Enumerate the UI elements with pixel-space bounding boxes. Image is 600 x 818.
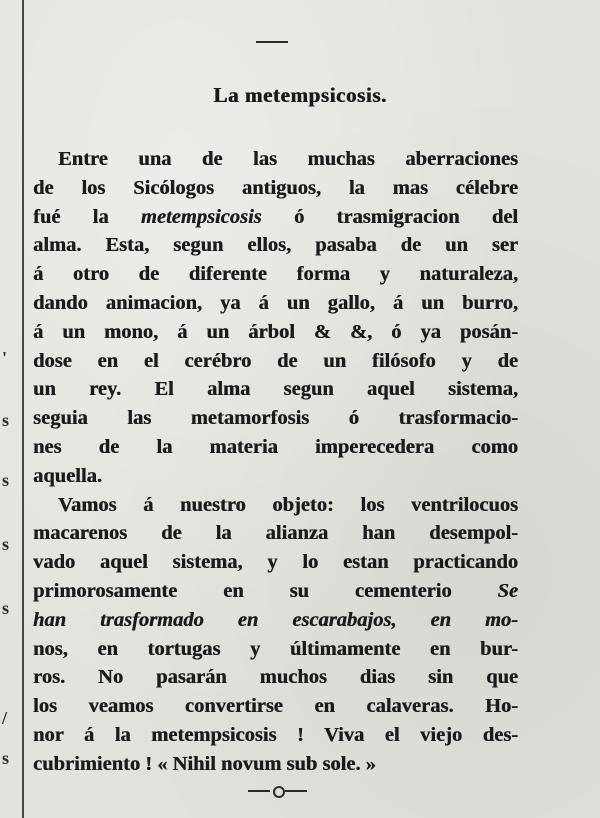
text-line: á un mono, á un árbol & &, ó ya posán-: [33, 320, 518, 343]
edge-fragment: ': [2, 348, 8, 368]
text-line: Entre una de las muchas aberraciones: [58, 148, 518, 170]
text-line: ros. No pasarán muchos dias sin que: [33, 666, 518, 689]
text-line: macarenos de la alianza han desempol-: [33, 522, 518, 545]
edge-fragment: s: [2, 748, 10, 768]
ornament-bar: [285, 790, 307, 792]
text-line: Vamos á nuestro objeto: los ventrilocuos: [58, 493, 518, 516]
text-line: un rey. El alma segun aquel sistema,: [33, 378, 518, 401]
text-line: fué la metempsicosis ó trasmigracion del: [33, 205, 518, 228]
text-line: alma. Esta, segun ellos, pasaba de un ser: [33, 234, 518, 257]
edge-fragment: s: [2, 470, 10, 490]
edge-fragment: s: [2, 534, 10, 554]
text-line: aquella.: [33, 464, 102, 487]
text-line: seguia las metamorfosis ó trasformacio-: [33, 407, 518, 430]
text-line: [33, 606, 518, 635]
text-line: nos, en tortugas y últimamente en bur-: [33, 637, 518, 660]
text-line: de los Sicólogos antiguos, la mas célebre: [33, 176, 518, 199]
text-line: dando animacion, ya á un gallo, á un burro,: [33, 291, 518, 314]
text-line: primorosamente en su cementerio Se: [33, 579, 518, 602]
text-line: vado aquel sistema, y lo estan practicando: [33, 551, 518, 574]
edge-fragment: s: [2, 410, 10, 430]
italic-term: metempsicosis: [140, 205, 262, 228]
text-line: á otro de diferente forma y naturaleza,: [33, 263, 518, 286]
column-rule: [22, 0, 24, 818]
separator-dash: [256, 41, 288, 43]
text-line: nor á la metempsicosis ! Viva el viejo des-: [33, 723, 518, 746]
article-body: [33, 145, 518, 779]
article-title: La metempsicosis.: [213, 83, 387, 107]
edge-fragment: s: [2, 598, 10, 618]
italic-term: Se: [497, 579, 518, 602]
text-line: cubrimiento ! « Nihil novum sub sole. »: [33, 752, 376, 775]
left-edge-fragments: [0, 0, 16, 818]
edge-fragment: /: [2, 708, 8, 728]
italic-term: han trasformado en escarabajos, en mo-: [33, 608, 518, 631]
text-line: los veamos convertirse en calaveras. Ho-: [33, 695, 518, 718]
ornament-dot: [273, 786, 285, 798]
ornament-bar: [248, 790, 270, 792]
end-ornament: [248, 784, 308, 798]
text-line: dose en el cerébro de un filósofo y de: [33, 349, 518, 372]
text-line: nes de la materia imperecedera como: [33, 435, 518, 458]
